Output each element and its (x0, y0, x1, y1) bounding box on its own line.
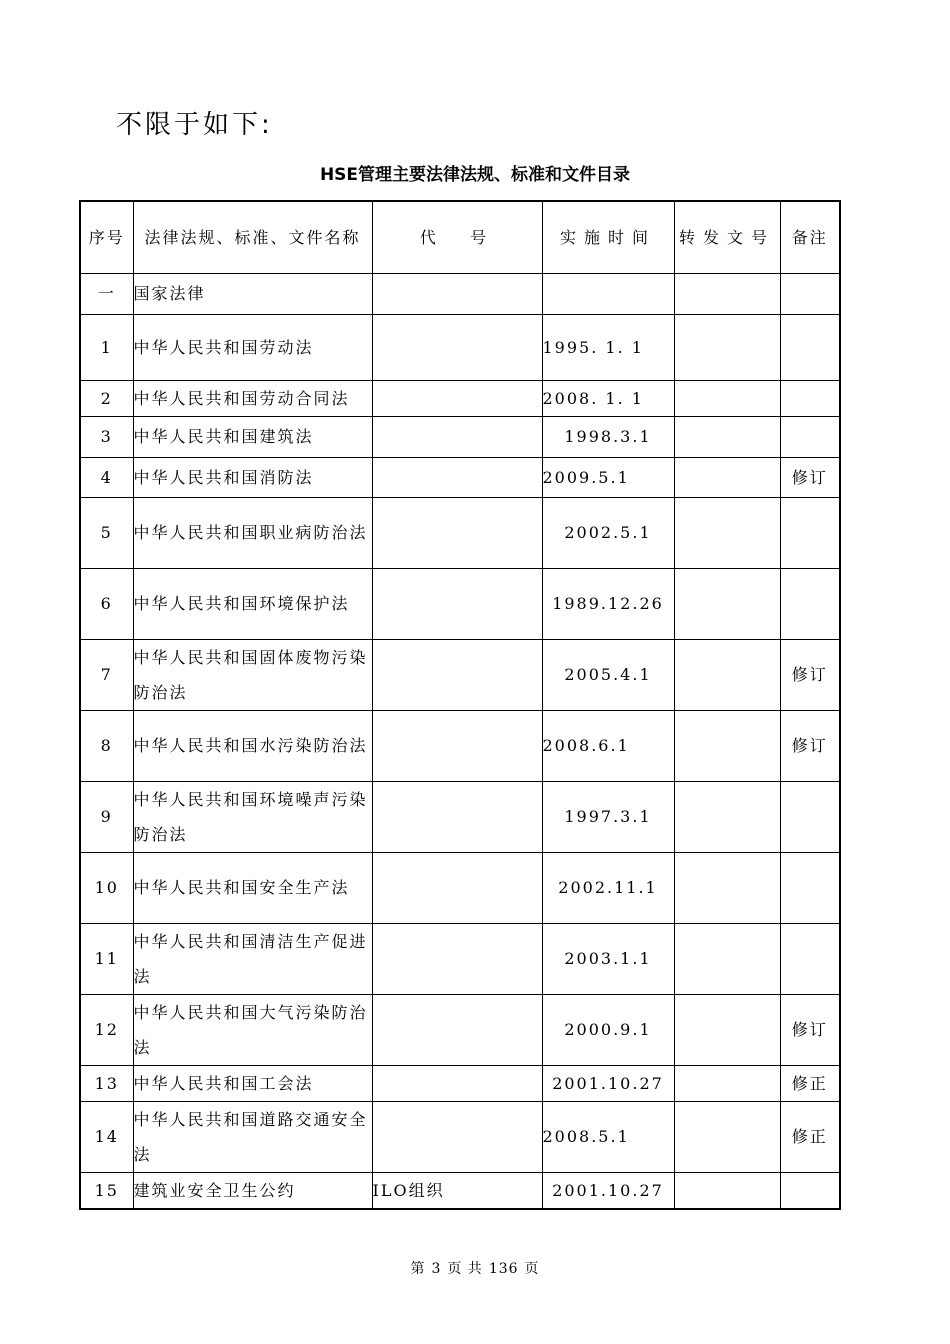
row-note (780, 568, 840, 639)
row-number: 6 (80, 568, 133, 639)
row-doc-number (674, 497, 780, 568)
row-doc-number (674, 639, 780, 710)
table-row (80, 497, 840, 568)
row-date: 1998.3.1 (542, 416, 674, 457)
footer-label-3: 页 (524, 1261, 540, 1277)
row-code (372, 273, 542, 314)
row-note: 修订 (780, 994, 840, 1065)
row-doc-number (674, 781, 780, 852)
row-doc-number (674, 457, 780, 497)
row-name: 中华人民共和国大气污染防治法 (133, 994, 372, 1065)
row-number: 9 (80, 781, 133, 852)
document-title: HSE管理主要法律法规、标准和文件目录 (319, 165, 631, 185)
row-name: 中华人民共和国环境噪声污染防治法 (133, 781, 372, 852)
row-name: 国家法律 (133, 273, 372, 314)
row-doc-number (674, 852, 780, 923)
row-name: 中华人民共和国水污染防治法 (133, 710, 372, 781)
table-row (80, 1172, 840, 1209)
row-number: 11 (80, 923, 133, 994)
row-number: 13 (80, 1065, 133, 1101)
row-date: 2000.9.1 (542, 994, 674, 1065)
row-doc-number (674, 994, 780, 1065)
row-code (372, 852, 542, 923)
table-row (80, 1101, 840, 1172)
row-number: 一 (80, 273, 133, 314)
row-date: 1997.3.1 (542, 781, 674, 852)
row-note (780, 314, 840, 380)
row-doc-number (674, 380, 780, 416)
row-code (372, 1065, 542, 1101)
table-row (80, 314, 840, 380)
table-header-row (80, 201, 840, 273)
row-doc-number (674, 1065, 780, 1101)
row-code (372, 923, 542, 994)
regulations-table (79, 200, 841, 1210)
row-code (372, 710, 542, 781)
row-doc-number (674, 568, 780, 639)
row-name: 建筑业安全卫生公约 (133, 1172, 372, 1209)
row-number: 8 (80, 710, 133, 781)
row-code (372, 497, 542, 568)
row-date: 2008.5.1 (542, 1101, 674, 1172)
header-code: 代 号 (372, 201, 542, 273)
row-name: 中华人民共和国工会法 (133, 1065, 372, 1101)
row-date: 2009.5.1 (542, 457, 674, 497)
row-note (780, 781, 840, 852)
table-row (80, 639, 840, 710)
table-row (80, 380, 840, 416)
intro-text: 不限于如下: (116, 110, 273, 140)
row-name: 中华人民共和国道路交通安全法 (133, 1101, 372, 1172)
row-code: ILO组织 (372, 1172, 542, 1209)
header-no: 序号 (80, 201, 133, 273)
footer-total-pages: 136 (488, 1261, 519, 1277)
row-date: 1995. 1. 1 (542, 314, 674, 380)
row-name: 中华人民共和国固体废物污染防治法 (133, 639, 372, 710)
footer-page-number: 3 (431, 1261, 442, 1277)
row-number: 2 (80, 380, 133, 416)
row-doc-number (674, 416, 780, 457)
row-doc-number (674, 923, 780, 994)
table-row (80, 568, 840, 639)
row-number: 12 (80, 994, 133, 1065)
table-row (80, 1065, 840, 1101)
row-date: 2001.10.27 (542, 1172, 674, 1209)
row-code (372, 457, 542, 497)
row-doc-number (674, 1172, 780, 1209)
row-date: 2005.4.1 (542, 639, 674, 710)
row-name: 中华人民共和国环境保护法 (133, 568, 372, 639)
row-code (372, 994, 542, 1065)
table-row (80, 710, 840, 781)
row-number: 5 (80, 497, 133, 568)
row-note (780, 1172, 840, 1209)
row-date: 2001.10.27 (542, 1065, 674, 1101)
row-code (372, 416, 542, 457)
row-note (780, 380, 840, 416)
table-row (80, 457, 840, 497)
row-name: 中华人民共和国劳动合同法 (133, 380, 372, 416)
row-code (372, 314, 542, 380)
row-code (372, 1101, 542, 1172)
row-name: 中华人民共和国安全生产法 (133, 852, 372, 923)
row-name: 中华人民共和国劳动法 (133, 314, 372, 380)
row-name: 中华人民共和国消防法 (133, 457, 372, 497)
row-name: 中华人民共和国建筑法 (133, 416, 372, 457)
row-name: 中华人民共和国职业病防治法 (133, 497, 372, 568)
row-name: 中华人民共和国清洁生产促进法 (133, 923, 372, 994)
row-date: 1989.12.26 (542, 568, 674, 639)
header-date: 实施时间 (542, 201, 674, 273)
table-row (80, 416, 840, 457)
row-date: 2003.1.1 (542, 923, 674, 994)
table-row (80, 273, 840, 314)
row-note (780, 497, 840, 568)
row-note: 修正 (780, 1065, 840, 1101)
table-row (80, 781, 840, 852)
row-note: 修正 (780, 1101, 840, 1172)
row-date: 2008.6.1 (542, 710, 674, 781)
table-row (80, 994, 840, 1065)
page-footer (0, 1258, 950, 1278)
row-number: 14 (80, 1101, 133, 1172)
footer-label-1: 第 (410, 1261, 426, 1277)
row-note: 修订 (780, 457, 840, 497)
footer-label-2: 页 共 (447, 1261, 483, 1277)
row-doc-number (674, 314, 780, 380)
row-note: 修订 (780, 639, 840, 710)
row-number: 3 (80, 416, 133, 457)
row-date (542, 273, 674, 314)
header-note: 备注 (780, 201, 840, 273)
row-number: 15 (80, 1172, 133, 1209)
row-doc-number (674, 710, 780, 781)
row-date: 2008. 1. 1 (542, 380, 674, 416)
row-date: 2002.11.1 (542, 852, 674, 923)
row-number: 4 (80, 457, 133, 497)
row-doc-number (674, 1101, 780, 1172)
row-number: 1 (80, 314, 133, 380)
row-date: 2002.5.1 (542, 497, 674, 568)
row-number: 10 (80, 852, 133, 923)
table-row (80, 852, 840, 923)
row-number: 7 (80, 639, 133, 710)
row-code (372, 639, 542, 710)
table-row (80, 923, 840, 994)
header-doc: 转发文号 (674, 201, 780, 273)
row-note (780, 273, 840, 314)
row-doc-number (674, 273, 780, 314)
row-note (780, 852, 840, 923)
row-note: 修订 (780, 710, 840, 781)
row-code (372, 781, 542, 852)
row-note (780, 923, 840, 994)
row-note (780, 416, 840, 457)
row-code (372, 568, 542, 639)
row-code (372, 380, 542, 416)
header-name: 法律法规、标准、文件名称 (133, 201, 372, 273)
